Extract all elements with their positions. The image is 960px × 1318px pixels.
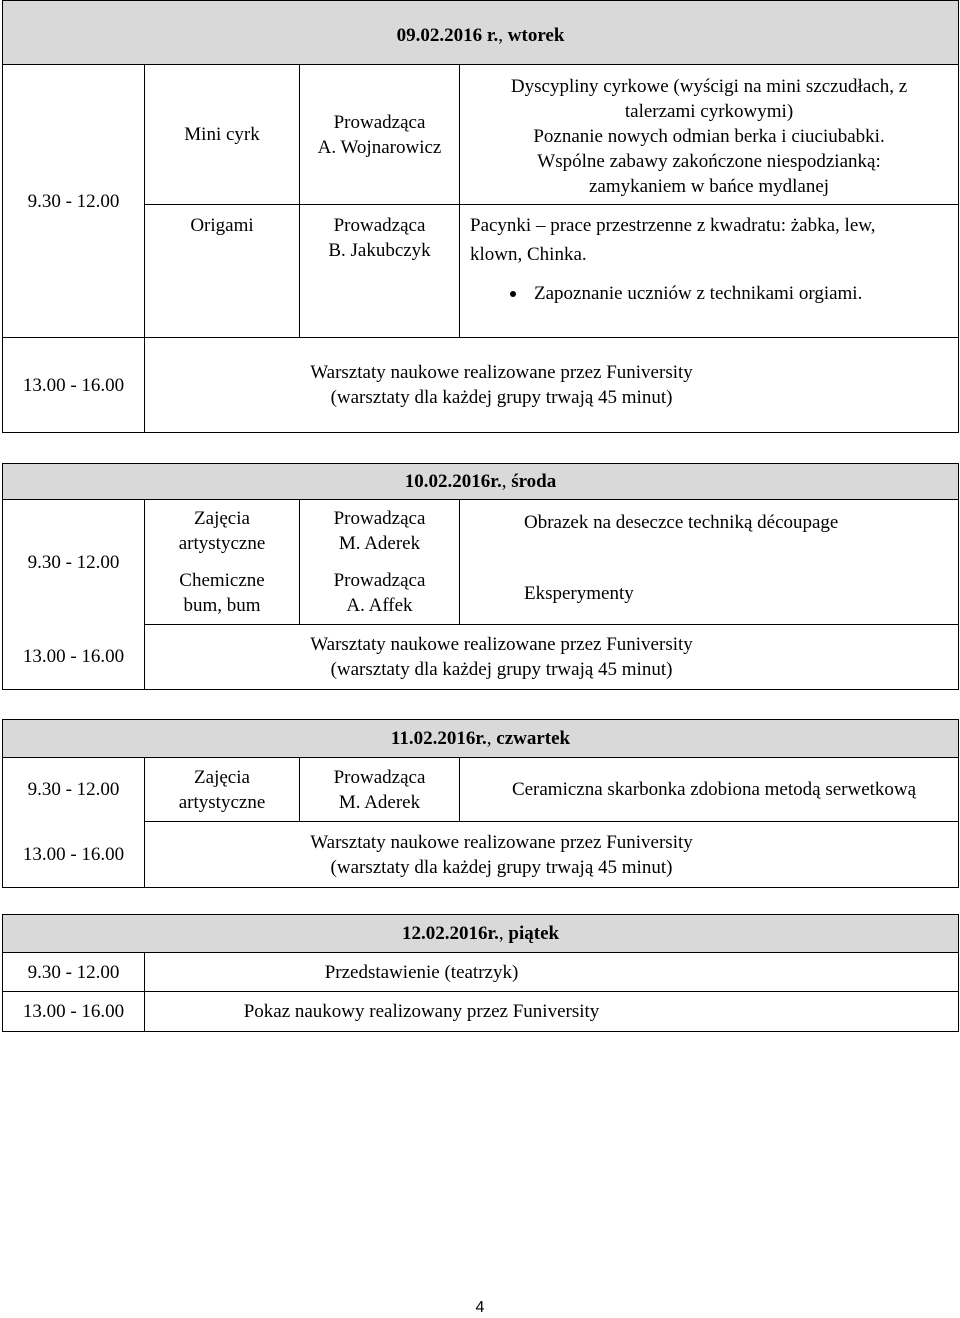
leader-role: Prowadząca (333, 215, 426, 236)
desc-line: (warsztaty dla każdej grupy trwają 45 minut) (330, 856, 673, 878)
activity-name-line: artystyczne (178, 791, 266, 813)
day-weekday: czwartek (496, 728, 571, 749)
leader-cell (300, 563, 460, 625)
activity-description: Ceramiczna skarbonka zdobiona metodą serwetkową (460, 758, 959, 822)
activity-description: Pokaz naukowy realizowany przez Funiversity (145, 992, 959, 1032)
time-cell: 13.00 - 16.00 (3, 822, 145, 888)
leader-cell (300, 65, 460, 205)
desc-line: Warsztaty naukowe realizowane przez Funiversity (310, 831, 693, 853)
day-header: 09.02.2016 r., wtorek (3, 1, 959, 65)
page-number: 4 (475, 1299, 485, 1316)
activity-name-line: Chemiczne (179, 570, 265, 592)
activity-name (145, 758, 300, 822)
day-weekday: piątek (508, 923, 560, 944)
activity-description: Eksperymenty (460, 563, 959, 625)
leader-role: Prowadząca (333, 766, 426, 788)
leader-role: Prowadząca (333, 111, 426, 133)
activity-description (460, 65, 959, 205)
leader-name: A. Affek (346, 595, 413, 617)
desc-line: (warsztaty dla każdej grupy trwają 45 minut) (330, 659, 673, 680)
bullet-item (510, 281, 958, 306)
schedule-table-day-3 (2, 719, 959, 888)
day-header: 11.02.2016r., czwartek (3, 720, 959, 758)
desc-line: (warsztaty dla każdej grupy trwają 45 minut) (330, 387, 673, 408)
activity-name: Origami (145, 205, 300, 338)
activity-description: Przedstawienie (teatrzyk) (145, 953, 959, 992)
day-header: 12.02.2016r., piątek (3, 915, 959, 953)
day-header: 10.02.2016r., środa (3, 464, 959, 500)
activity-name-line: Zajęcia (194, 508, 250, 530)
leader-role: Prowadząca (333, 570, 426, 592)
leader-name: M. Aderek (338, 533, 421, 555)
activity-name: Mini cyrk (145, 65, 300, 205)
time-cell: 13.00 - 16.00 (3, 992, 145, 1032)
activity-name (145, 563, 300, 625)
desc-line: Pacynki – prace przestrzenne z kwadratu: żabka, lew, (470, 215, 876, 236)
activity-name (145, 500, 300, 563)
activity-name-line: bum, bum (183, 595, 261, 617)
day-weekday: środa (511, 471, 557, 492)
afternoon-description (145, 338, 959, 433)
leader-name: A. Wojnarowicz (317, 136, 442, 158)
leader-cell (300, 205, 460, 338)
day-date: 09.02.2016 r. (396, 25, 499, 46)
day-date: 10.02.2016r. (404, 471, 502, 492)
day-date: 12.02.2016r. (401, 923, 499, 944)
time-cell: 9.30 - 12.00 (3, 500, 145, 625)
bullet-text: Zapoznanie uczniów z technikami orgiami. (534, 283, 863, 304)
schedule-table-day-1 (2, 0, 959, 433)
activity-description: Obrazek na deseczce techniką découpage (460, 500, 959, 563)
leader-cell (300, 758, 460, 822)
desc-line: zamykaniem w bańce mydlanej (588, 176, 830, 197)
desc-line: Wspólne zabawy zakończone niespodzianką: (537, 151, 881, 172)
desc-line: Warsztaty naukowe realizowane przez Funiversity (310, 362, 693, 383)
day-date: 11.02.2016r. (390, 728, 487, 749)
time-cell: 13.00 - 16.00 (3, 625, 145, 690)
leader-name: B. Jakubczyk (328, 240, 431, 261)
desc-line: klown, Chinka. (470, 244, 587, 265)
time-cell: 9.30 - 12.00 (3, 758, 145, 822)
activity-description (460, 205, 959, 338)
activity-name-line: Zajęcia (194, 766, 250, 788)
schedule-table-day-2 (2, 463, 959, 690)
time-cell: 9.30 - 12.00 (3, 65, 145, 338)
afternoon-description (145, 625, 959, 690)
desc-line: Poznanie nowych odmian berka i ciuciubabki. (533, 126, 885, 147)
desc-line: talerzami cyrkowymi) (624, 101, 794, 122)
activity-name-line: artystyczne (178, 533, 266, 555)
desc-line: Dyscypliny cyrkowe (wyścigi na mini szczudłach, z (510, 76, 908, 97)
desc-line: Warsztaty naukowe realizowane przez Funiversity (310, 634, 693, 655)
time-cell: 13.00 - 16.00 (3, 338, 145, 433)
leader-cell (300, 500, 460, 563)
time-cell: 9.30 - 12.00 (3, 953, 145, 992)
leader-name: M. Aderek (338, 791, 421, 813)
day-weekday: wtorek (507, 25, 565, 46)
bullet-icon (510, 291, 516, 297)
leader-role: Prowadząca (333, 508, 426, 530)
afternoon-description (145, 822, 959, 888)
schedule-table-day-4 (2, 914, 959, 1032)
